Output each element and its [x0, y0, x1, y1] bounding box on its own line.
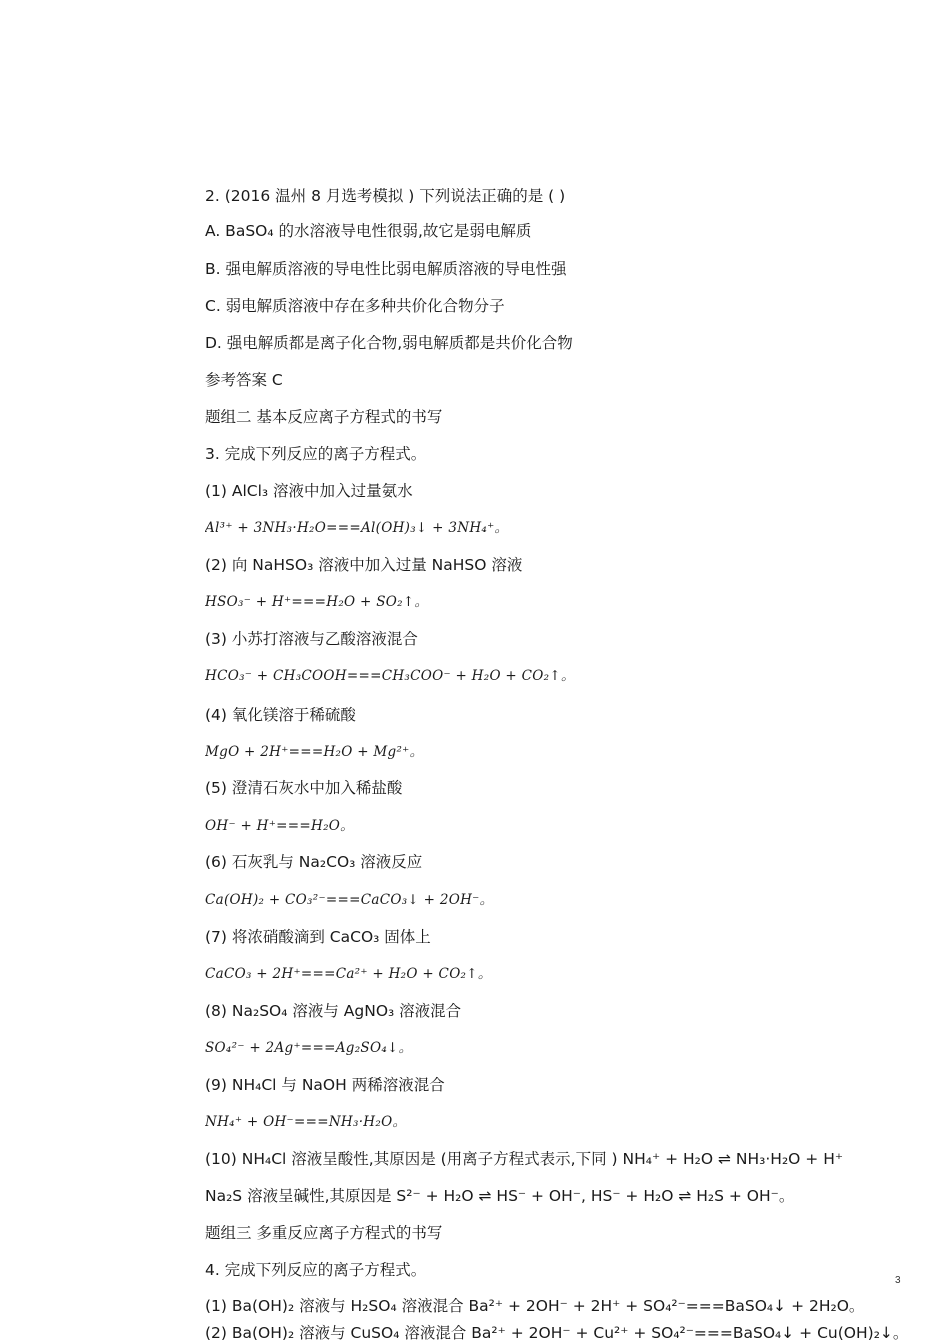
line-q2-stem: 2. (2016 温州 8 月选考模拟 ) 下列说法正确的是 ( ) — [205, 187, 566, 205]
line-q3-10-b: Na₂S 溶液呈碱性,其原因是 S²⁻ + H₂O ⇌ HS⁻ + OH⁻, HS⁻ + H₂O ⇌ H₂S + OH⁻。 — [205, 1187, 795, 1205]
line-q3-stem: 3. 完成下列反应的离子方程式。 — [205, 445, 427, 463]
line-q2-a: A. BaSO₄ 的水溶液导电性很弱,故它是弱电解质 — [205, 222, 532, 240]
line-q3-7-eq: CaCO₃ + 2H⁺===Ca²⁺ + H₂O + CO₂↑。 — [205, 966, 492, 982]
line-q3-5-eq: OH⁻ + H⁺===H₂O。 — [205, 818, 354, 834]
line-group3-title: 题组三 多重反应离子方程式的书写 — [205, 1224, 443, 1242]
line-q4-1: (1) Ba(OH)₂ 溶液与 H₂SO₄ 溶液混合 Ba²⁺ + 2OH⁻ + 2H⁺ + SO₄²⁻===BaSO₄↓ + 2H₂O。 — [205, 1297, 865, 1315]
line-q3-3: (3) 小苏打溶液与乙酸溶液混合 — [205, 630, 418, 648]
line-q2-d: D. 强电解质都是离子化合物,弱电解质都是共价化合物 — [205, 334, 573, 352]
line-q4-stem: 4. 完成下列反应的离子方程式。 — [205, 1261, 427, 1279]
line-q2-c: C. 弱电解质溶液中存在多种共价化合物分子 — [205, 297, 505, 315]
line-q3-4: (4) 氧化镁溶于稀硫酸 — [205, 706, 356, 724]
line-group2-title: 题组二 基本反应离子方程式的书写 — [205, 408, 443, 426]
page-number: 3 — [895, 1275, 901, 1286]
line-q3-3-eq: HCO₃⁻ + CH₃COOH===CH₃COO⁻ + H₂O + CO₂↑。 — [205, 668, 575, 684]
line-q3-8-eq: SO₄²⁻ + 2Ag⁺===Ag₂SO₄↓。 — [205, 1040, 413, 1056]
line-q2-b: B. 强电解质溶液的导电性比弱电解质溶液的导电性强 — [205, 260, 567, 278]
line-q3-9-eq: NH₄⁺ + OH⁻===NH₃·H₂O。 — [205, 1114, 407, 1130]
line-q2-answer: 参考答案 C — [205, 371, 283, 389]
line-q3-1-eq: Al³⁺ + 3NH₃·H₂O===Al(OH)₃↓ + 3NH₄⁺。 — [205, 520, 509, 536]
line-q3-6: (6) 石灰乳与 Na₂CO₃ 溶液反应 — [205, 853, 423, 871]
line-q4-2: (2) Ba(OH)₂ 溶液与 CuSO₄ 溶液混合 Ba²⁺ + 2OH⁻ + Cu²⁺ + SO₄²⁻===BaSO₄↓ + Cu(OH)₂↓。 — [205, 1324, 909, 1342]
line-q3-2: (2) 向 NaHSO₃ 溶液中加入过量 NaHSO 溶液 — [205, 556, 523, 574]
line-q3-4-eq: MgO + 2H⁺===H₂O + Mg²⁺。 — [205, 744, 424, 760]
line-q3-2-eq: HSO₃⁻ + H⁺===H₂O + SO₂↑。 — [205, 594, 429, 610]
line-q3-8: (8) Na₂SO₄ 溶液与 AgNO₃ 溶液混合 — [205, 1002, 462, 1020]
line-q3-6-eq: Ca(OH)₂ + CO₃²⁻===CaCO₃↓ + 2OH⁻。 — [205, 892, 494, 908]
line-q3-5: (5) 澄清石灰水中加入稀盐酸 — [205, 779, 403, 797]
line-q3-9: (9) NH₄Cl 与 NaOH 两稀溶液混合 — [205, 1076, 445, 1094]
line-q3-1: (1) AlCl₃ 溶液中加入过量氨水 — [205, 482, 413, 500]
line-q3-10: (10) NH₄Cl 溶液呈酸性,其原因是 (用离子方程式表示,下同 ) NH₄⁺ + H₂O ⇌ NH₃·H₂O + H⁺ — [205, 1150, 844, 1168]
line-q3-7: (7) 将浓硝酸滴到 CaCO₃ 固体上 — [205, 928, 431, 946]
